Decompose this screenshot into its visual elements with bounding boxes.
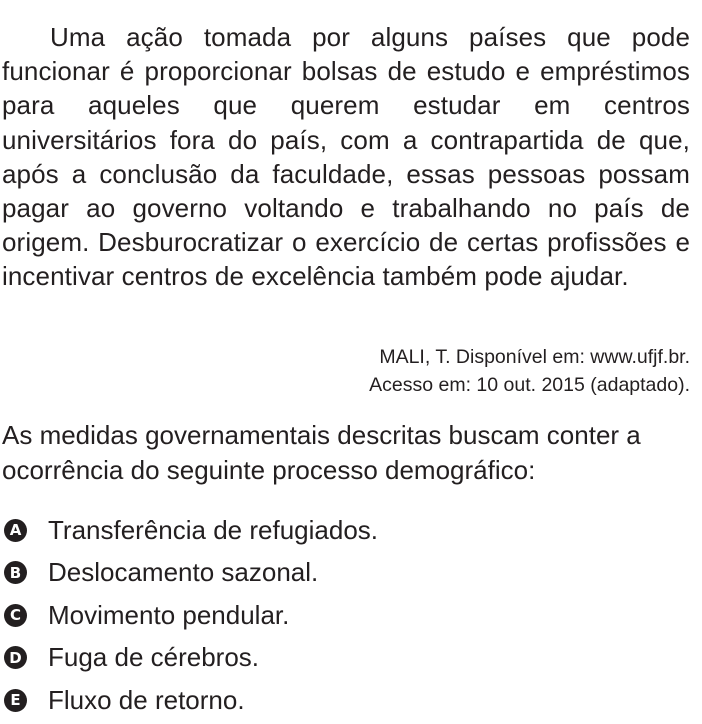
option-d-letter-icon: D [4, 646, 27, 669]
passage-text: Uma ação tomada por alguns países que pode funcionar é proporcionar bolsas de estudo e empréstimos para aqueles que querem estudar em centros universitários fora do país, com a contrapartida de que, após a conclusão da faculdade, essas pessoas possam pagar ao governo voltando e trabalhando no país de origem. Desburocratizar o exercício de certas profissões e incentivar centros de excelência também pode ajudar. [2, 22, 690, 292]
option-e-letter-icon: E [4, 689, 27, 712]
option-d[interactable] [4, 637, 694, 680]
option-e[interactable] [4, 679, 694, 722]
option-c[interactable] [4, 594, 694, 637]
option-a-letter-icon: A [4, 519, 27, 542]
option-a[interactable] [4, 509, 694, 552]
option-b-letter-icon: B [4, 561, 27, 584]
option-a-text: Transferência de refugiados. [48, 514, 379, 545]
source-citation [369, 343, 690, 399]
source-line-2: Acesso em: 10 out. 2015 (adaptado). [369, 374, 690, 396]
option-b[interactable] [4, 552, 694, 595]
answer-options [4, 509, 694, 722]
question-stem: As medidas governamentais descritas buscam conter a ocorrência do seguinte processo demográfico: [2, 420, 641, 485]
option-d-text: Fuga de cérebros. [48, 642, 260, 673]
option-c-text: Movimento pendular. [48, 599, 290, 630]
option-e-text: Fluxo de retorno. [48, 684, 245, 715]
option-c-letter-icon: C [4, 604, 27, 627]
option-b-text: Deslocamento sazonal. [48, 557, 319, 588]
source-line-1: MALI, T. Disponível em: www.ufjf.br. [379, 346, 690, 368]
